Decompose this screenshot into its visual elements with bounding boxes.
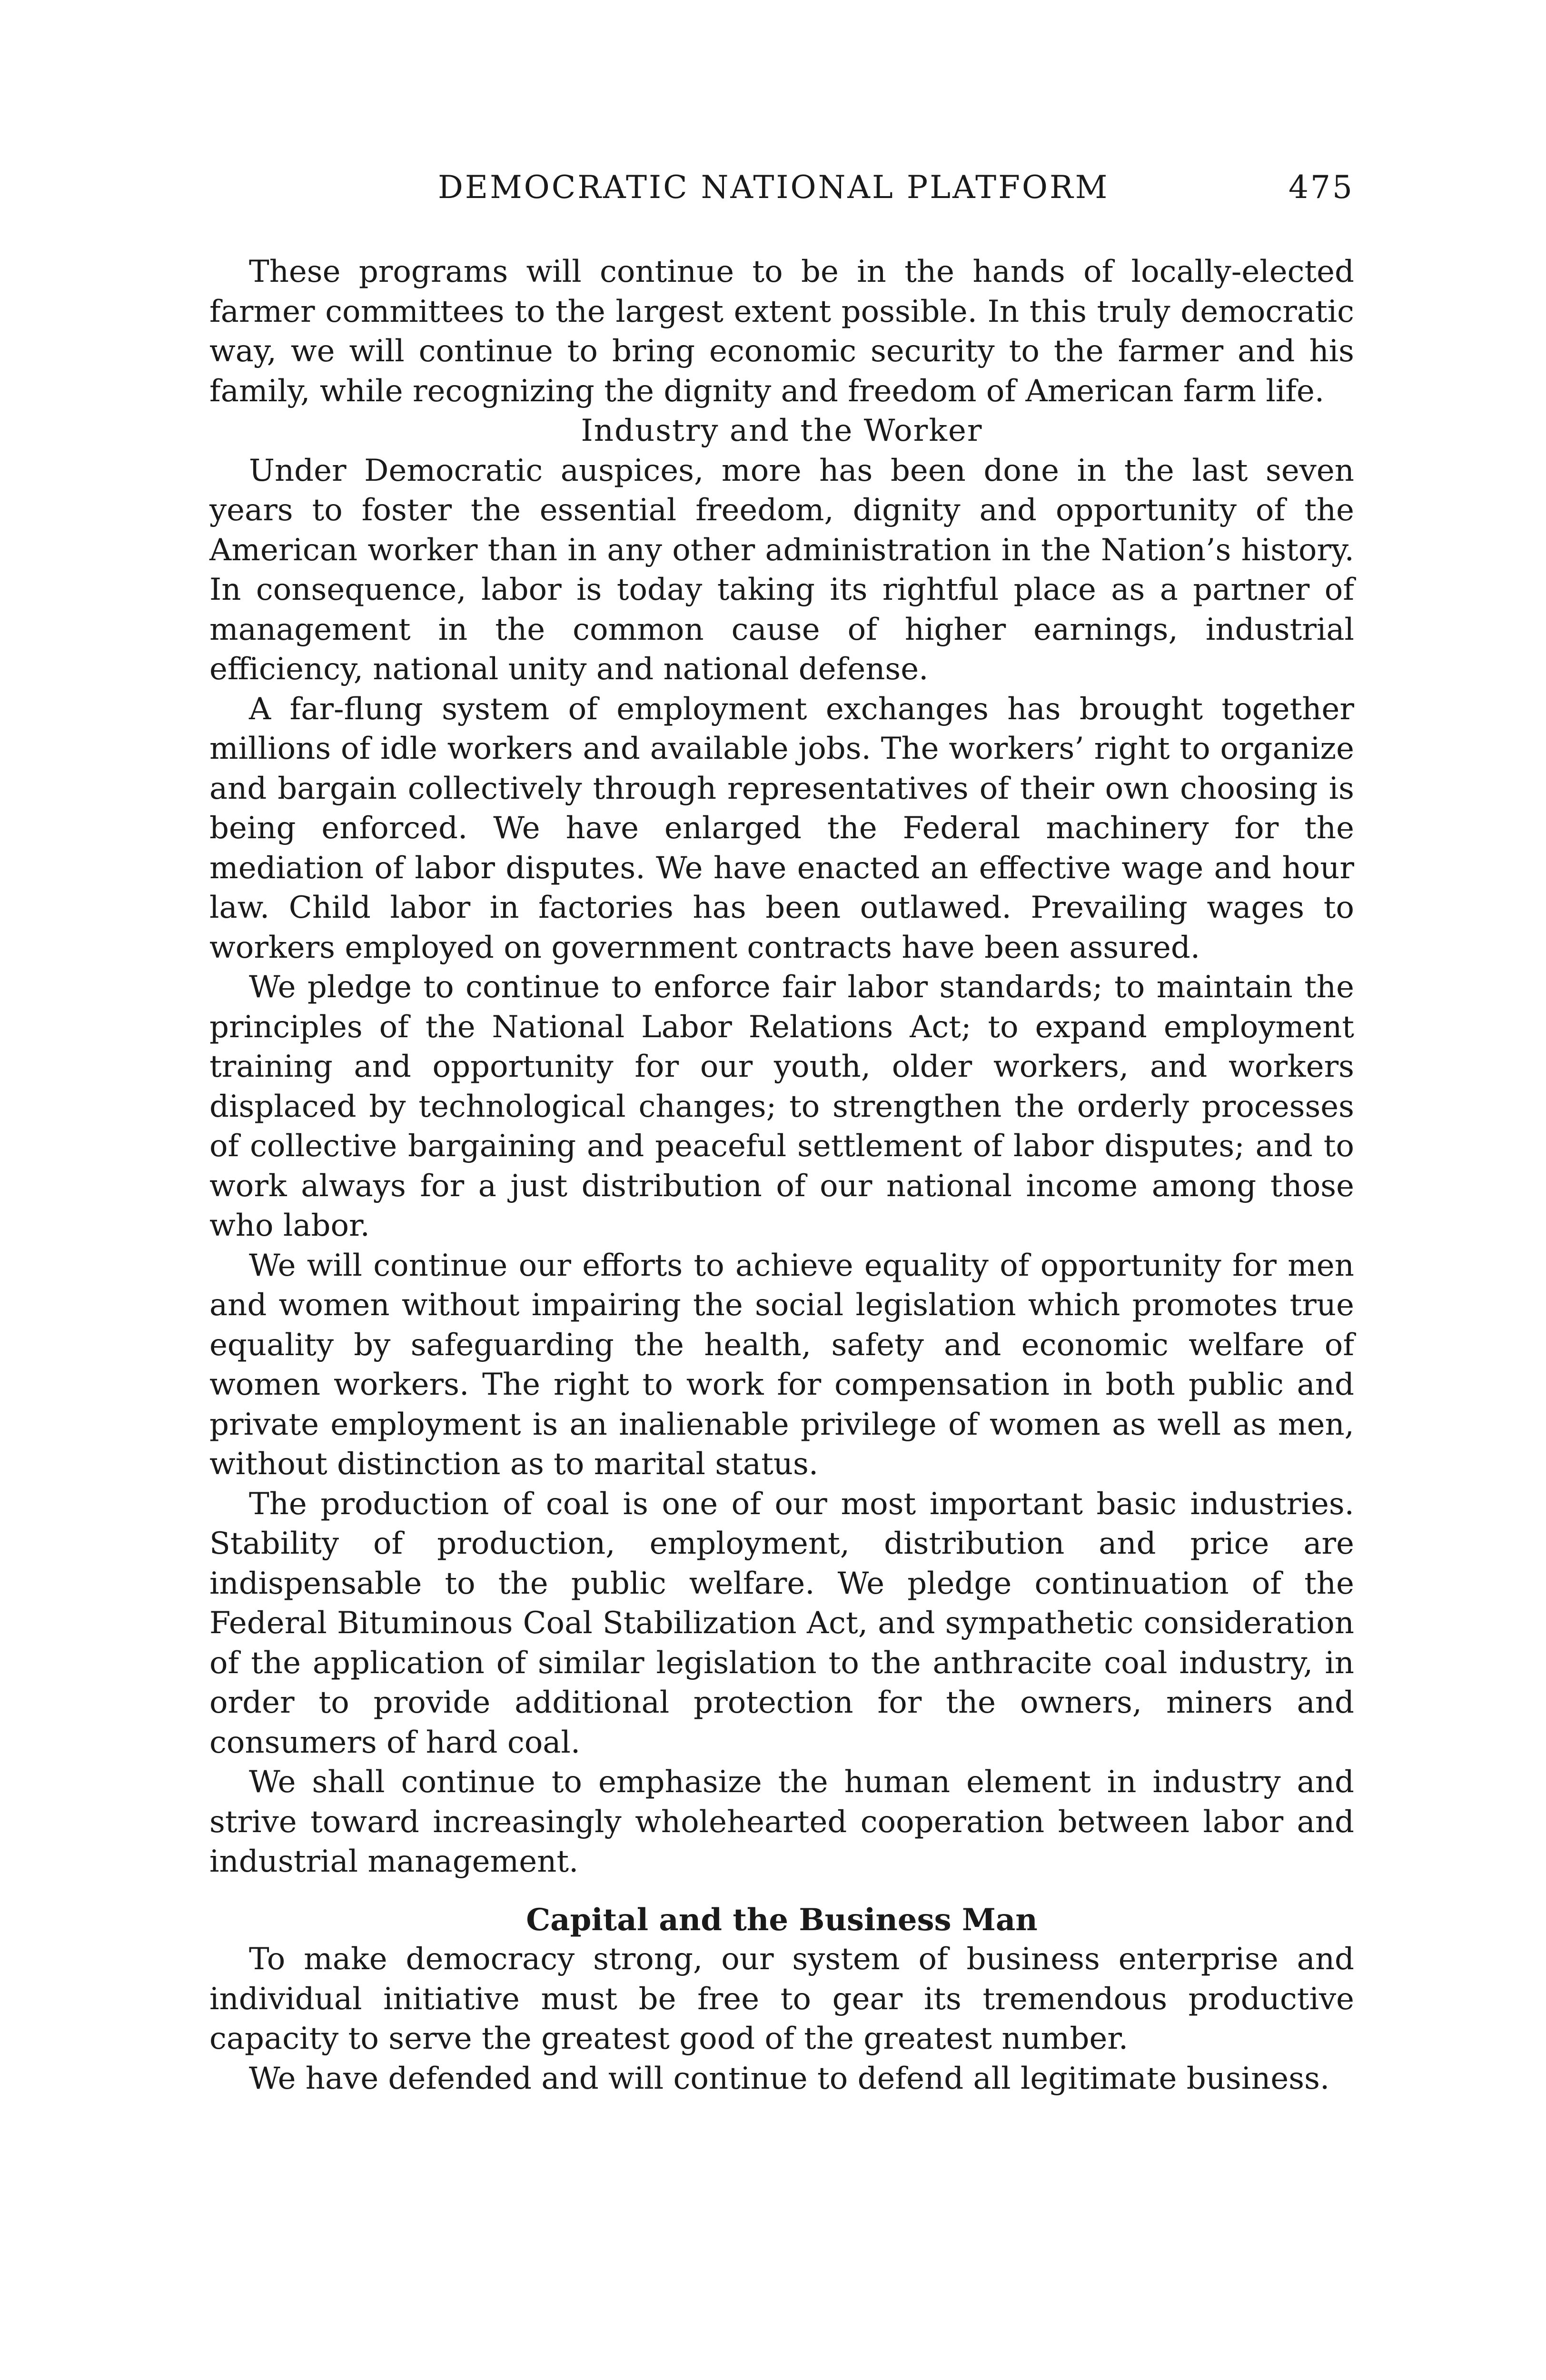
paragraph-equality-of-opportunity: We will continue our efforts to achieve equality of opportunity for men and women without impairing the social legislation which promotes true equality by safeguarding the health, safety and economic welfare of women workers. The right to work for compensation in both public and private employment is an inalienable privilege of women as well as men, without distinction as to marital status. bbox=[209, 1248, 1354, 1482]
paragraph-employment-exchanges: A far-flung system of employment exchanges has brought together millions of idle workers and available jobs. The workers’ right to organize and bargain collectively through representatives of their own choosing is being enforced. We have enlarged the Federal machinery for the mediation of labor disputes. We have enacted an effective wage and hour law. Child labor in factories has been outlawed. Prevailing wages to workers employed on government contracts have been assured. bbox=[209, 691, 1354, 965]
paragraph-labor-standards-pledge: We pledge to continue to enforce fair labor standards; to maintain the principles of the National Labor Relations Act; to expand employment training and opportunity for our youth, older workers, and workers displaced by technological changes; to strengthen the orderly processes of collective bargaining and peaceful settlement of labor disputes; and to work always for a just distribution of our national income among those who labor. bbox=[209, 970, 1354, 1243]
section-heading-capital-and-the-business-man: Capital and the Business Man bbox=[526, 1902, 1038, 1938]
paragraph-democracy-strong: To make democracy strong, our system of business enterprise and individual initiative must be free to gear its tremendous productive capacity to serve the greatest good of the greatest number. bbox=[209, 1942, 1354, 2056]
paragraph-coal-production: The production of coal is one of our most important basic industries. Stability of production, employment, distribution and price are indispensable to the public welfare. We pledge continuation of the Federal Bituminous Coal Stabilization Act, and sympathetic consideration of the application of similar legislation to the anthracite coal industry, in order to provide additional protection for the owners, miners and consumers of hard coal. bbox=[209, 1486, 1354, 1760]
paragraph-human-element: We shall continue to emphasize the human element in industry and strive toward increasingly wholehearted cooperation between labor and industrial management. bbox=[209, 1765, 1354, 1879]
body-text bbox=[209, 252, 1354, 2099]
section-heading-industry-and-the-worker: Industry and the Worker bbox=[581, 413, 983, 448]
running-title: DEMOCRATIC NATIONAL PLATFORM bbox=[438, 169, 1110, 206]
paragraph-farmer-committees: These programs will continue to be in the hands of locally-elected farmer committees to the largest extent possible. In this truly democratic way, we will continue to bring economic security to the farmer and his family, while recognizing the dignity and freedom of American farm life. bbox=[209, 254, 1354, 409]
paragraph-democratic-auspices: Under Democratic auspices, more has been done in the last seven years to foster the essential freedom, dignity and opportunity of the American worker than in any other administration in the Nation’s history. In consequence, labor is today taking its rightful place as a partner of management in the common cause of higher earnings, industrial efficiency, national unity and national defense. bbox=[209, 453, 1354, 687]
paragraph-legitimate-business: We have defended and will continue to defend all legitimate business. bbox=[249, 2061, 1330, 2096]
running-header bbox=[209, 169, 1354, 212]
page-number: 475 bbox=[1288, 169, 1354, 206]
